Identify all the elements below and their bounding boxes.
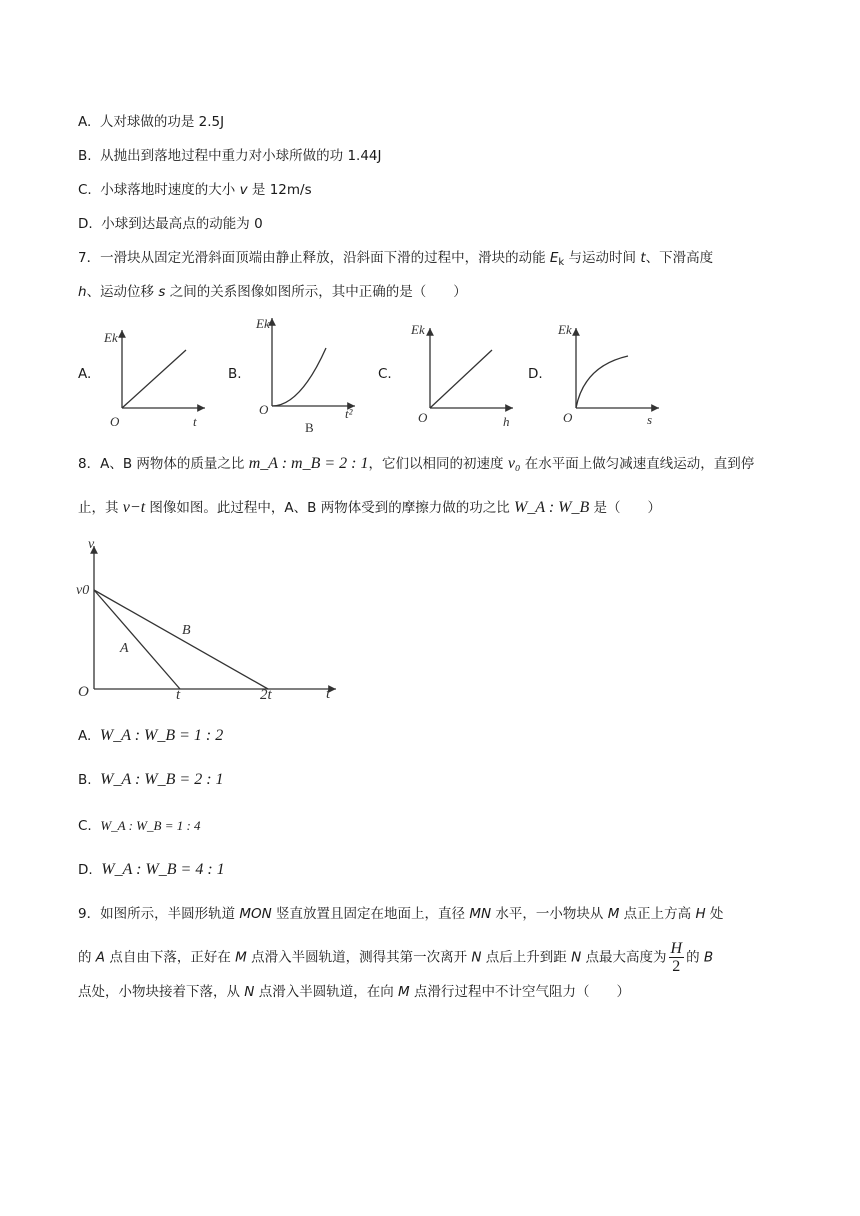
q7-graph-d-letter: D. — [528, 366, 543, 382]
q6-option-d: D. 小球到达最高点的动能为 0 — [78, 216, 263, 232]
q7-graph-b-xlabel: t² — [345, 406, 353, 421]
q7-stem-line1: 7．一滑块从固定光滑斜面顶端由静止释放，沿斜面下滑的过程中，滑块的动能 $E_k$ 与运动时间 t、下滑高度 — [78, 250, 714, 268]
q6-option-c: C. 小球落地时速度的大小 v 是 12m/s — [78, 182, 312, 198]
q7-graph-c-origin: O — [418, 410, 428, 425]
q9-stem-line2: 的 A 点自由下落，正好在 M 点滑入半圆轨道，测得其第一次离开 N 点后上升到距 N 点最大高度为 $\frac{H}{2}$ 的 B — [78, 940, 714, 975]
q7-graph-c — [410, 322, 513, 429]
q8-origin-label: O — [78, 684, 89, 700]
q7-graph-a-letter: A. — [78, 366, 92, 382]
q7-graph-c-letter: C. — [378, 366, 392, 382]
q8-line-b — [94, 590, 268, 689]
q7-graph-c-curve — [430, 350, 492, 408]
q7-graph-c-xlabel: h — [503, 414, 510, 429]
q7-graph-b — [255, 316, 355, 435]
q8-option-c: C. W_A : W_B = 1 : 4 — [78, 818, 201, 834]
q7-stem-line2: h、运动位移 s 之间的关系图像如图所示，其中正确的是（ ） — [78, 284, 467, 300]
q7-graph-b-caption: B — [305, 420, 314, 435]
q8-mass-ratio: m_A : m_B = 2 : 1 — [248, 455, 369, 472]
q6-option-b: B. 从抛出到落地过程中重力对小球所做的功 1.44J — [78, 148, 382, 164]
q7-graph-a — [103, 330, 205, 429]
q8-work-ratio: W_A : W_B — [514, 499, 590, 516]
q8-line-a-label: A — [120, 641, 129, 656]
q7-graph-b-curve — [272, 348, 326, 406]
q7-graph-d — [557, 322, 659, 427]
q8-line-b-label: B — [182, 623, 191, 638]
q7-graph-b-ylabel: Ek — [256, 316, 270, 331]
q7-graph-a-origin: O — [110, 414, 120, 429]
q7-graph-d-ylabel: Ek — [558, 322, 572, 337]
q8-tick-t: t — [176, 687, 181, 703]
q8-stem-line2: 止，其 v−t 图像如图。此过程中，A、B 两物体受到的摩擦力做的功之比 W_A : W_B 是（ ） — [78, 499, 662, 516]
q8-vt-graph — [70, 534, 350, 704]
q7-graph-d-origin: O — [563, 410, 573, 425]
q8-stem-line1: 8．A、B 两物体的质量之比 m_A : m_B = 2 : 1，它们以相同的初速度 v₀ 在水平面上做匀减速直线运动，直到停 — [78, 455, 755, 472]
q8-tick-2t: 2t — [260, 687, 272, 703]
q6-option-a: A. 人对球做的功是 2.5J — [78, 114, 225, 130]
q8-v0-label: v0 — [76, 583, 90, 598]
q7-graphs — [0, 300, 860, 450]
q8-option-b: B. W_A : W_B = 2 : 1 — [78, 771, 224, 788]
q7-graph-a-xlabel: t — [193, 414, 197, 429]
q7-graph-d-xlabel: s — [647, 412, 653, 427]
q8-line-a — [94, 590, 180, 689]
q8-y-axis-label: v — [88, 537, 95, 552]
q7-graph-b-origin: O — [259, 402, 269, 417]
q7-graph-a-curve — [122, 350, 186, 408]
q8-option-a: A. W_A : W_B = 1 : 2 — [78, 727, 224, 744]
q7-graph-a-ylabel: Ek — [104, 330, 118, 345]
q9-stem-line1: 9．如图所示，半圆形轨道 MON 竖直放置且固定在地面上，直径 MN 水平，一小物块从 M 点正上方高 H 处 — [78, 906, 724, 922]
q9-stem-line3: 点处，小物块接着下落，从 N 点滑入半圆轨道，在向 M 点滑行过程中不计空气阻力（ ） — [78, 984, 630, 1000]
q8-option-d: D. W_A : W_B = 4 : 1 — [78, 861, 225, 878]
q7-graph-b-letter: B. — [228, 366, 242, 382]
q7-graph-d-curve — [576, 356, 628, 408]
q9-fraction-h-over-2: $\frac{H}{2}$ — [670, 940, 683, 975]
q7-graph-c-ylabel: Ek — [411, 322, 425, 337]
q8-x-axis-label: t — [326, 686, 331, 702]
